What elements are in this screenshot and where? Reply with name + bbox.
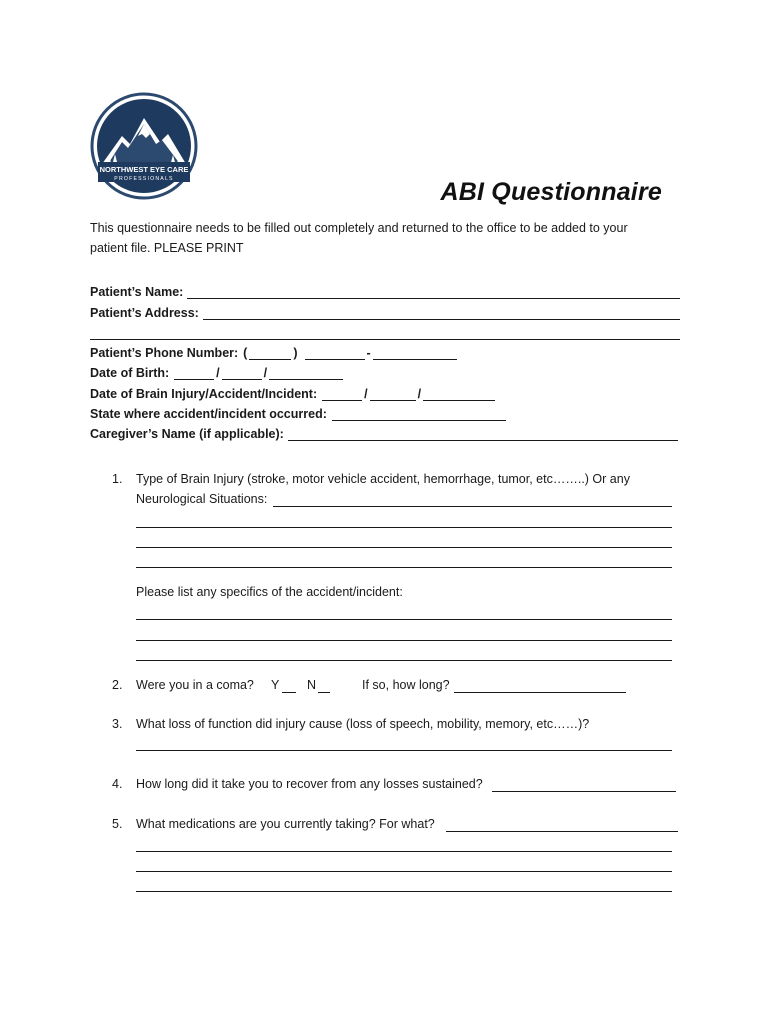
accident-state-row [90,401,680,421]
patient-name-field[interactable] [187,285,680,299]
q1-text-line-2: Neurological Situations: [136,492,268,506]
patient-name-label: Patient’s Name: [90,285,184,300]
q1-answer-line-3[interactable] [136,547,672,548]
injury-date-row [90,380,680,400]
caregiver-row [90,421,680,441]
q2-yes-label: Y [271,678,280,692]
q5-text: What medications are you currently taking? For what? [136,817,435,831]
phone-area-code-field[interactable] [249,346,291,360]
q1-number: 1. [112,472,123,486]
phone-close-paren: ) [293,346,298,361]
logo-text-line1: NORTHWEST EYE CARE [99,165,189,174]
q4-text: How long did it take you to recover from any losses sustained? [136,777,483,791]
q1-answer-line-4[interactable] [136,567,672,568]
q4-answer-field[interactable] [492,791,676,792]
phone-open-paren: ( [243,346,248,361]
q2-followup-text: If so, how long? [362,678,450,692]
q2-number: 2. [112,678,123,692]
q5-number: 5. [112,817,123,831]
injury-month-field[interactable] [322,387,362,401]
q2-text: Were you in a coma? [136,678,254,692]
intro-text [90,218,670,258]
injury-day-field[interactable] [370,387,416,401]
accident-state-label: State where accident/incident occurred: [90,407,327,422]
patient-info-section [90,279,680,441]
q1-specifics-line-3[interactable] [136,660,672,661]
patient-address-label: Patient’s Address: [90,305,199,320]
q3-number: 3. [112,717,123,731]
intro-line-1: This questionnaire needs to be filled out completely and returned to the office to be added to your [90,221,628,235]
patient-address-row-2 [90,320,680,340]
patient-phone-row [90,340,680,360]
q5-answer-line-4[interactable] [136,891,672,892]
phone-prefix-field[interactable] [305,346,365,360]
q5-answer-line-2[interactable] [136,851,672,852]
injury-year-field[interactable] [423,387,495,401]
q5-answer-line-3[interactable] [136,871,672,872]
accident-state-field[interactable] [332,407,506,421]
q1-answer-line-1[interactable] [273,506,672,507]
q2-duration-field[interactable] [454,692,626,693]
patient-phone-label: Patient’s Phone Number: [90,346,239,361]
injury-slash-2: / [417,386,422,401]
phone-line-field[interactable] [373,346,457,360]
dob-slash-2: / [263,366,268,381]
q2-no-field[interactable] [318,692,330,693]
q1-answer-line-2[interactable] [136,527,672,528]
dob-slash-1: / [216,366,220,381]
q4-number: 4. [112,777,123,791]
dob-label: Date of Birth: [90,366,170,381]
dob-day-field[interactable] [222,366,262,380]
q1-specifics-line-1[interactable] [136,619,672,620]
q1-specifics-line-2[interactable] [136,640,672,641]
caregiver-field[interactable] [288,427,678,441]
logo-text-line2: PROFESSIONALS [114,176,174,182]
q3-answer-line[interactable] [136,750,672,751]
q1-text-line-1: Type of Brain Injury (stroke, motor vehicle accident, hemorrhage, tumor, etc……..) Or any [136,472,630,486]
q5-answer-line-1[interactable] [446,831,678,832]
intro-line-2: patient file. PLEASE PRINT [90,241,244,255]
injury-slash-1: / [364,386,368,401]
page-title: ABI Questionnaire [440,178,662,206]
patient-address-field[interactable] [203,306,680,320]
q2-no-label: N [307,678,317,692]
caregiver-label: Caregiver’s Name (if applicable): [90,427,284,442]
q2-yes-field[interactable] [282,692,296,693]
dob-month-field[interactable] [174,366,214,380]
patient-address-row [90,299,680,319]
dob-row [90,360,680,380]
phone-dash: - [366,346,371,361]
injury-date-label: Date of Brain Injury/Accident/Incident: [90,386,318,401]
patient-name-row [90,279,680,299]
q3-text: What loss of function did injury cause (loss of speech, mobility, memory, etc……)? [136,717,590,731]
dob-year-field[interactable] [269,366,343,380]
q1-sub-question: Please list any specifics of the accident/incident: [136,585,403,599]
patient-address-field-2[interactable] [90,326,680,340]
